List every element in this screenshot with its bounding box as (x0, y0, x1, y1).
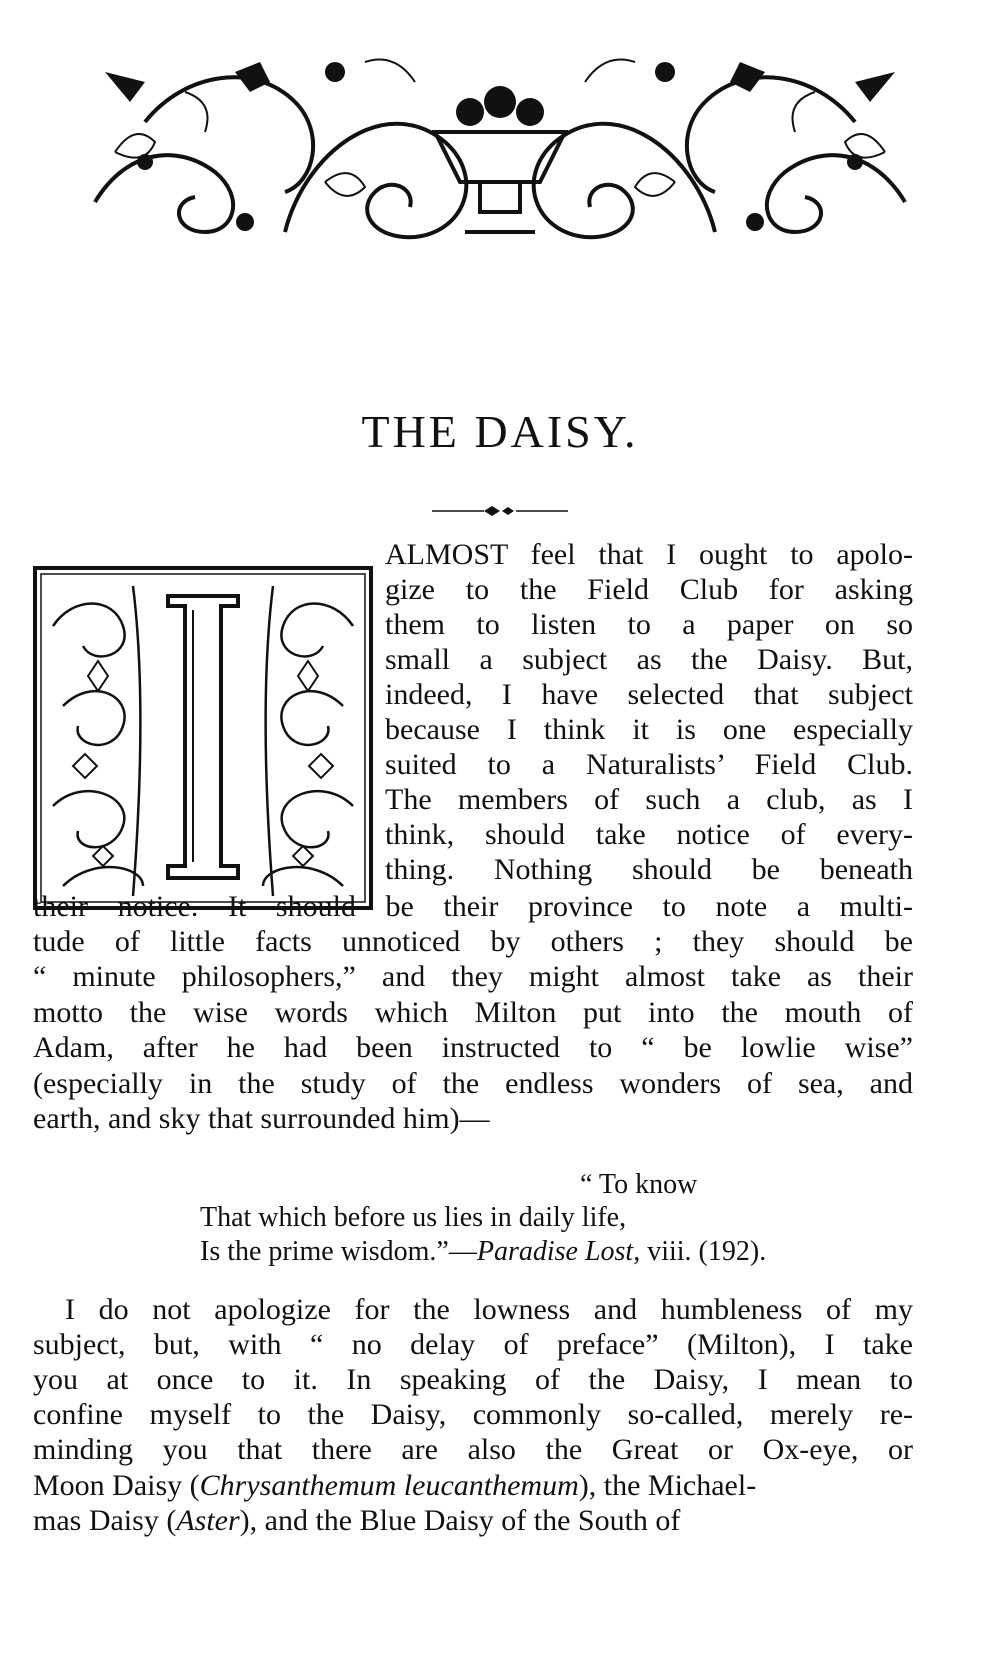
text-line: small a subject as the Daisy. But, (385, 643, 913, 676)
text-line: their notice. It should be their province to note a multi- (33, 890, 913, 923)
text-segment: Moon Daisy ( (33, 1469, 200, 1502)
text-line: confine myself to the Daisy, commonly so-called, merely re- (33, 1398, 913, 1431)
text-line: gize to the Field Club for asking (385, 573, 913, 606)
text-line: I do not apologize for the lowness and humbleness of my (65, 1293, 913, 1326)
title-ornament (432, 503, 568, 519)
dropcap-letter: I (33, 566, 34, 567)
text-line: “ minute philosophers,” and they might almost take as their (33, 960, 913, 993)
quote-reference: , viii. (192). (633, 1236, 767, 1267)
text-line: minding you that there are also the Great or Ox-eye, or (33, 1433, 913, 1466)
text-line: indeed, I have selected that subject (385, 678, 913, 711)
ornamental-headpiece (85, 32, 915, 254)
text-line: you at once to it. In speaking of the Daisy, I mean to (33, 1363, 913, 1396)
page-title: THE DAISY. (361, 406, 639, 457)
genus-name: Aster (176, 1504, 240, 1537)
quote-source: Paradise Lost (476, 1236, 634, 1267)
text-segment: ), and the Blue Daisy of the South of (239, 1504, 681, 1537)
text-line (33, 1503, 913, 1539)
text-line: thing. Nothing should be beneath (385, 853, 913, 886)
quote-text: Is the prime wisdom.”— (200, 1236, 477, 1267)
text-segment: mas Daisy ( (33, 1504, 177, 1537)
text-line: subject, but, with “ no delay of preface” (Milton), I take (33, 1328, 913, 1361)
decorated-dropcap (33, 566, 373, 910)
species-name: Chrysanthemum leucanthemum (199, 1469, 579, 1502)
text-line: Adam, after he had been instructed to “ be lowlie wise” (33, 1031, 913, 1064)
text-line: think, should take notice of every- (385, 818, 913, 851)
quote-line: “ To know (580, 1169, 698, 1200)
text-line: tude of little facts unnoticed by others ; they should be (33, 925, 913, 958)
text-segment (33, 1468, 756, 1504)
text-line (33, 1468, 913, 1504)
text-line: (especially in the study of the endless wonders of sea, and (33, 1067, 913, 1100)
text-line: earth, and sky that surrounded him)— (33, 1102, 490, 1135)
text-line: motto the wise words which Milton put into the mouth of (33, 996, 913, 1029)
text-line: them to listen to a paper on so (385, 608, 913, 641)
quote-line (200, 1234, 766, 1270)
text-line: suited to a Naturalists’ Field Club. (385, 748, 913, 781)
quote-line: That which before us lies in daily life, (200, 1202, 627, 1233)
text-segment: ), the Michael- (578, 1469, 757, 1502)
text-line: The members of such a club, as I (385, 783, 913, 816)
text-line: because I think it is one especially (385, 713, 913, 746)
text-line: ALMOST feel that I ought to apolo- (385, 538, 913, 571)
